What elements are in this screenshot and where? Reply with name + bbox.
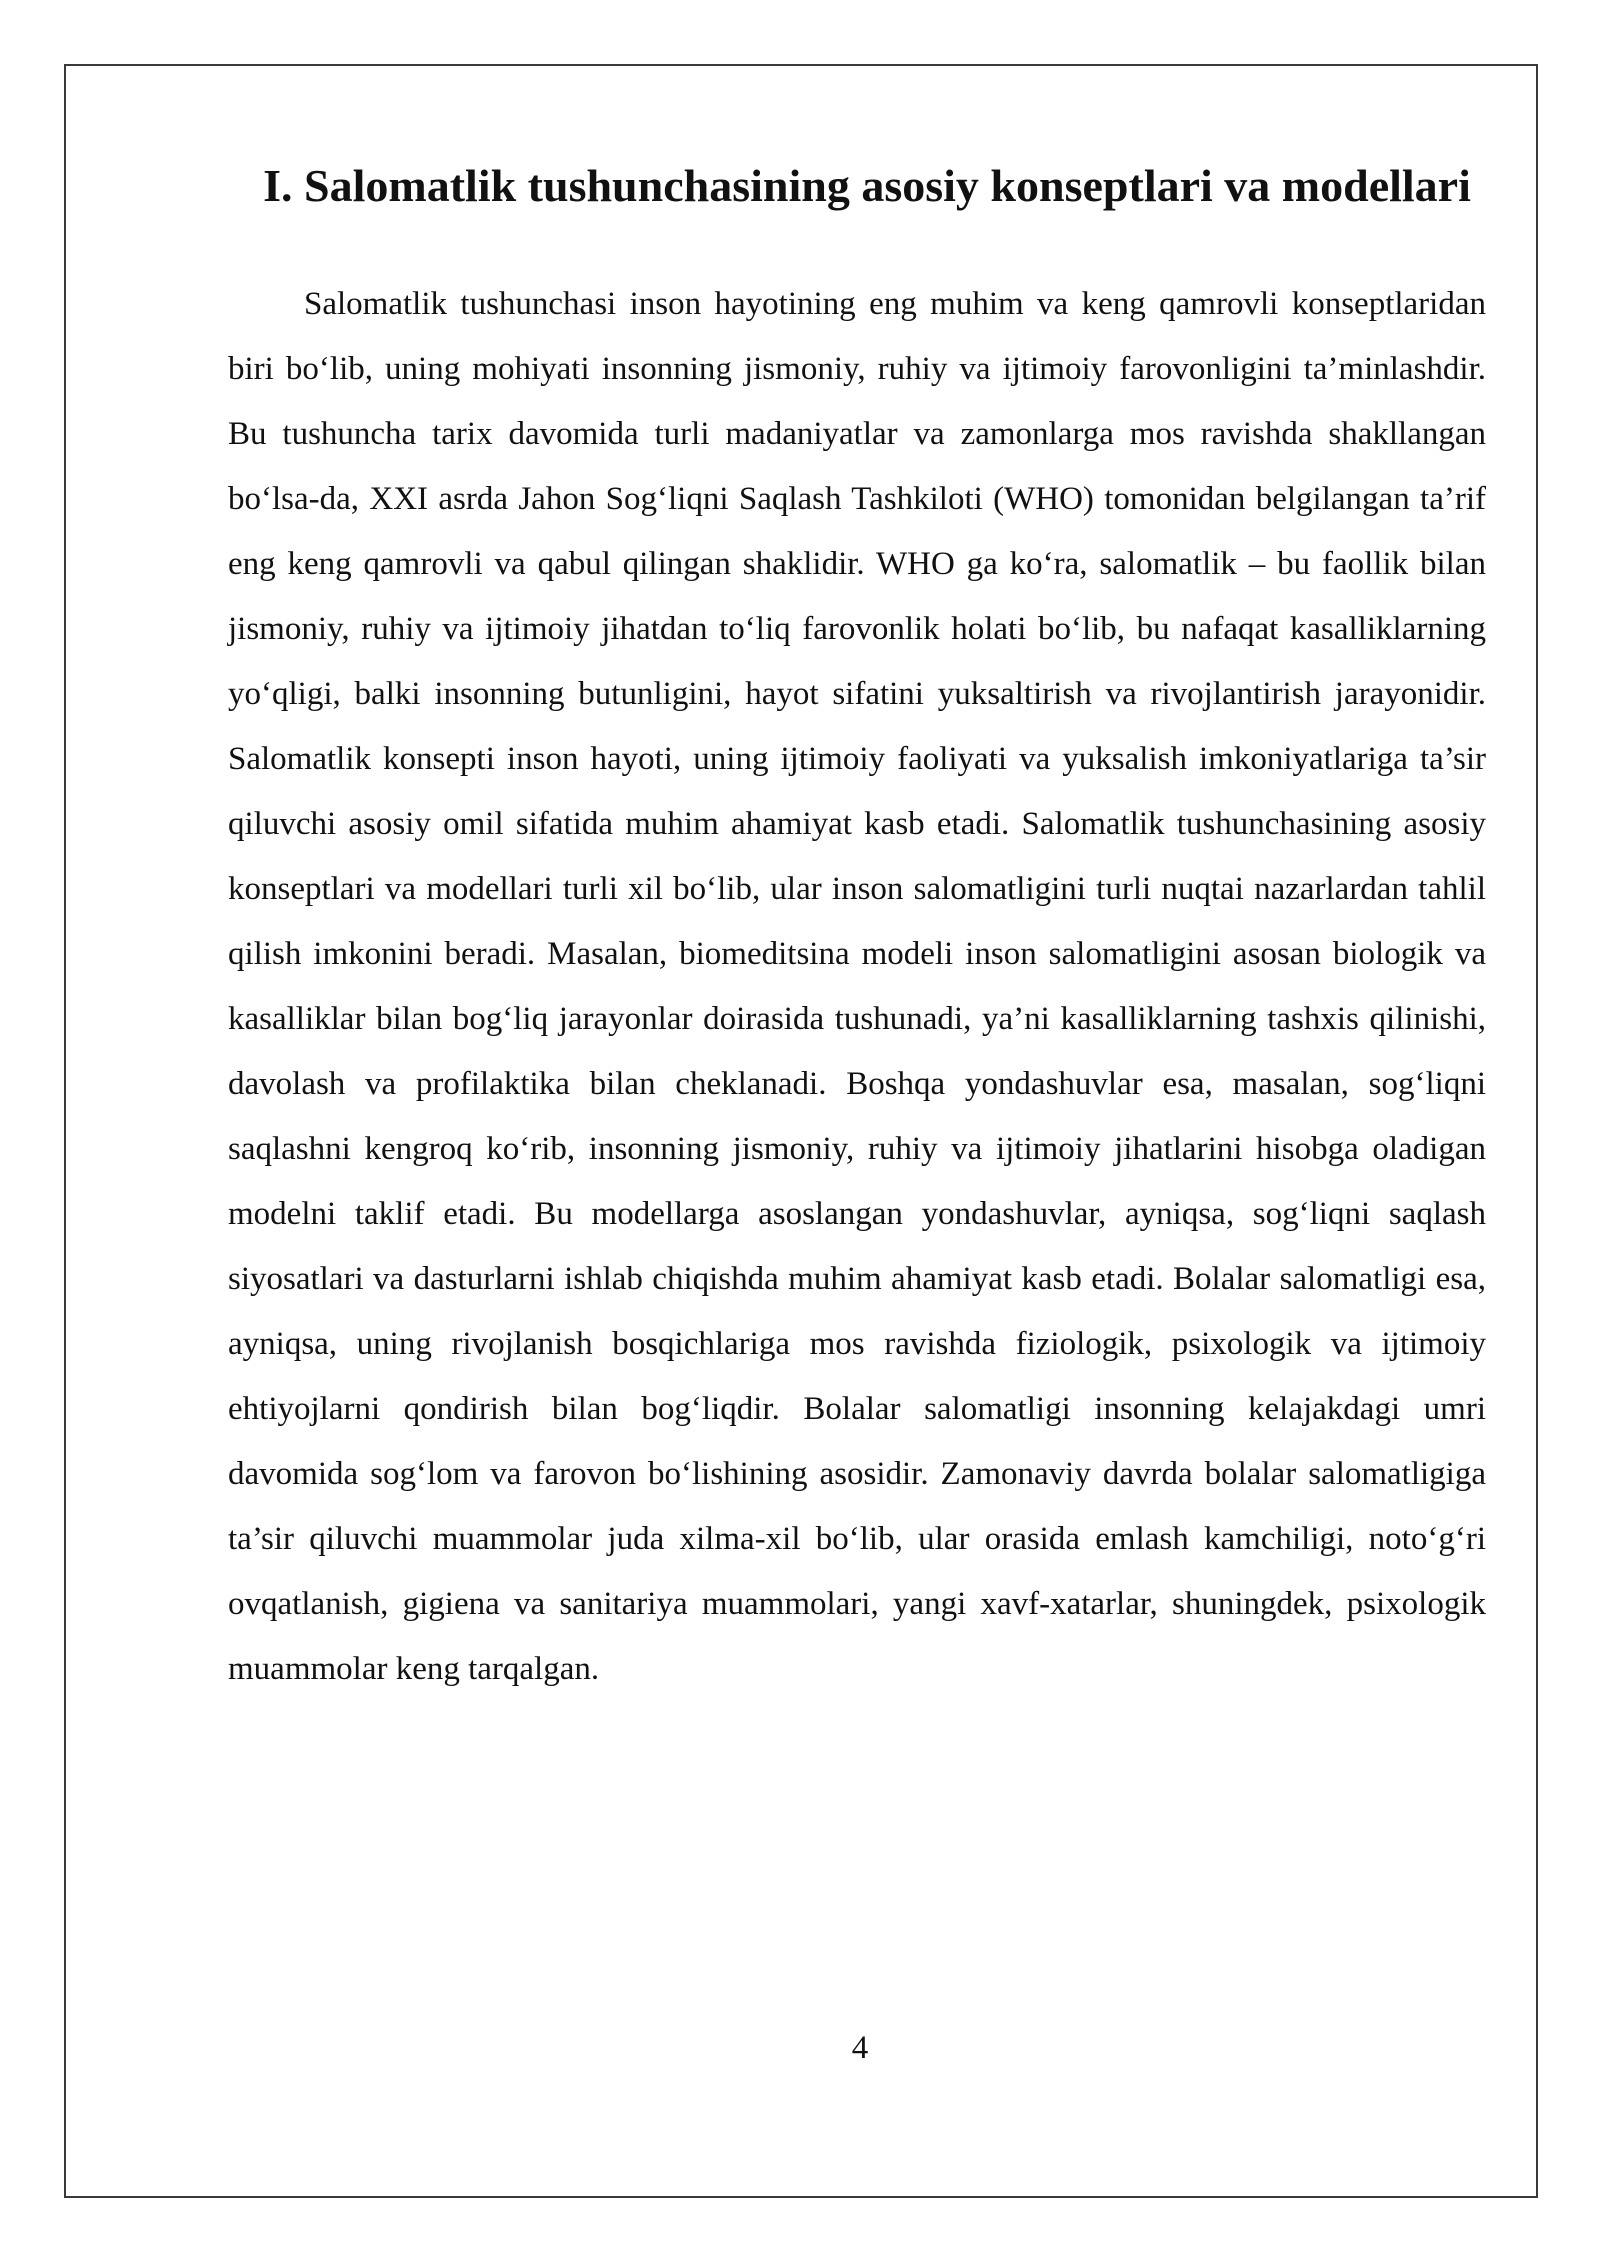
body-paragraph: Salomatlik tushunchasi inson hayotining eng muhim va keng qamrovli konseptlaridan biri bo‘lib, uning mohiyati insonning jismoniy, ruhiy va ijtimoiy farovonligini ta’minlashdir. Bu tushuncha tarix davomida turli madaniyatlar va zamonlarga mos ravishda shakllangan bo‘lsa-da, XXI asrda Jahon Sog‘liqni Saqlash Tashkiloti (WHO) tomonidan belgilangan ta’rif eng keng qamrovli va qabul qilingan shaklidir. WHO ga ko‘ra, salomatlik – bu faollik bilan jismoniy, ruhiy va ijtimoiy jihatdan to‘liq farovonlik holati bo‘lib, bu nafaqat kasalliklarning yo‘qligi, balki insonning butunligini, hayot sifatini yuksaltirish va rivojlantirish jarayonidir. Salomatlik konsepti inson hayoti, uning ijtimoiy faoliyati va yuksalish imkoniyatlariga ta’sir qiluvchi asosiy omil sifatida muhim ahamiyat kasb etadi. Salomatlik tushunchasining asosiy konseptlari va modellari turli xil bo‘lib, ular inson salomatligini turli nuqtai nazarlardan tahlil qilish imkonini beradi. Masalan, biomeditsina modeli inson salomatligini asosan biologik va kasalliklar bilan bog‘liq jarayonlar doirasida tushunadi, ya’ni kasalliklarning tashxis qilinishi, davolash va profilaktika bilan cheklanadi. Boshqa yondashuvlar esa, masalan, sog‘liqni saqlashni kengroq ko‘rib, insonning jismoniy, ruhiy va ijtimoiy jihatlarini hisobga oladigan modelni taklif etadi. Bu modellarga asoslangan yondashuvlar, ayniqsa, sog‘liqni saqlash siyosatlari va dasturlarni ishlab chiqishda muhim ahamiyat kasb etadi. Bolalar salomatligi esa, ayniqsa, uning rivojlanish bosqichlariga mos ravishda fiziologik, psixologik va ijtimoiy ehtiyojlarni qondirish bilan bog‘liqdir. Bolalar salomatligi insonning kelajakdagi umri davomida sog‘lom va farovon bo‘lishining asosidir. Zamonaviy davrda bolalar salomatligiga ta’sir qiluvchi muammolar juda xilma-xil bo‘lib, ular orasida emlash kamchiligi, noto‘g‘ri ovqatlanish, gigiena va sanitariya muammolari, yangi xavf-xatarlar, shuningdek, psixologik muammolar keng tarqalgan. bbox=[228, 286, 1486, 1687]
page-content bbox=[228, 140, 1486, 1702]
page-title: I. Salomatlik tushunchasining asosiy konseptlari va modellari bbox=[263, 160, 1471, 211]
page-number: 4 bbox=[851, 2030, 869, 2066]
